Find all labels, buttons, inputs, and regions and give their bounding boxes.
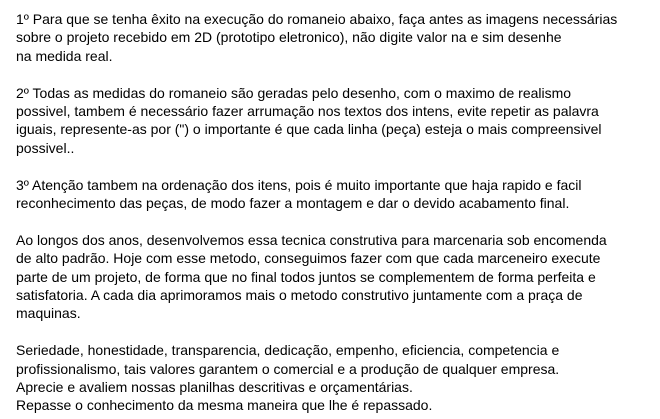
text-line: maquinas. xyxy=(16,305,81,322)
text-line: na medida real. xyxy=(16,47,113,64)
text-line: 2º Todas as medidas do romaneio são geradas pelo desenho, com o maximo de realismo xyxy=(16,84,572,101)
text-line: Aprecie e avaliem nossas planilhas descritivas e orçamentárias. xyxy=(16,379,413,396)
text-line: profissionalismo, tais valores garantem o comercial e a produção de qualquer empresa. xyxy=(16,360,560,377)
text-line: possivel.. xyxy=(16,139,75,156)
paragraph-step-2 xyxy=(16,84,656,158)
text-line: Ao longos dos anos, desenvolvemos essa tecnica construtiva para marcenaria sob encomenda xyxy=(16,231,607,248)
text-line: satisfatoria. A cada dia aprimoramos mais o metodo construtivo juntamente com a praça de xyxy=(16,287,583,304)
text-line: Repasse o conhecimento da mesma maneira que lhe é repassado. xyxy=(16,397,433,414)
paragraph-values xyxy=(16,341,656,415)
document-body xyxy=(16,10,656,415)
text-line: Seriedade, honestidade, transparencia, dedicação, empenho, eficiencia, competencia e xyxy=(16,342,560,359)
text-line: reconhecimento das peças, de modo fazer a montagem e dar o devido acabamento final. xyxy=(16,195,570,212)
text-line: 3º Atenção tambem na ordenação dos itens, pois é muito importante que haja rapido e facil xyxy=(16,176,582,193)
text-line: parte de um projeto, de forma que no final todos juntos se complementem de forma perfeita e xyxy=(16,268,596,285)
paragraph-step-1 xyxy=(16,10,656,65)
text-line: de alto padrão. Hoje com esse metodo, conseguimos fazer com que cada marceneiro execute xyxy=(16,250,601,267)
paragraph-step-3 xyxy=(16,176,656,213)
text-line: possivel, tambem é necessário fazer arrumação nos textos dos intens, evite repetir as palavra xyxy=(16,103,599,120)
text-line: iguais, represente-as por (") o importante é que cada linha (peça) esteja o mais compreensivel xyxy=(16,121,602,138)
paragraph-history xyxy=(16,231,656,323)
text-line: sobre o projeto recebido em 2D (prototipo eletronico), não digite valor na e sim desenhe xyxy=(16,29,562,46)
text-line: 1º Para que se tenha êxito na execução do romaneio abaixo, faça antes as imagens necessárias xyxy=(16,11,618,27)
